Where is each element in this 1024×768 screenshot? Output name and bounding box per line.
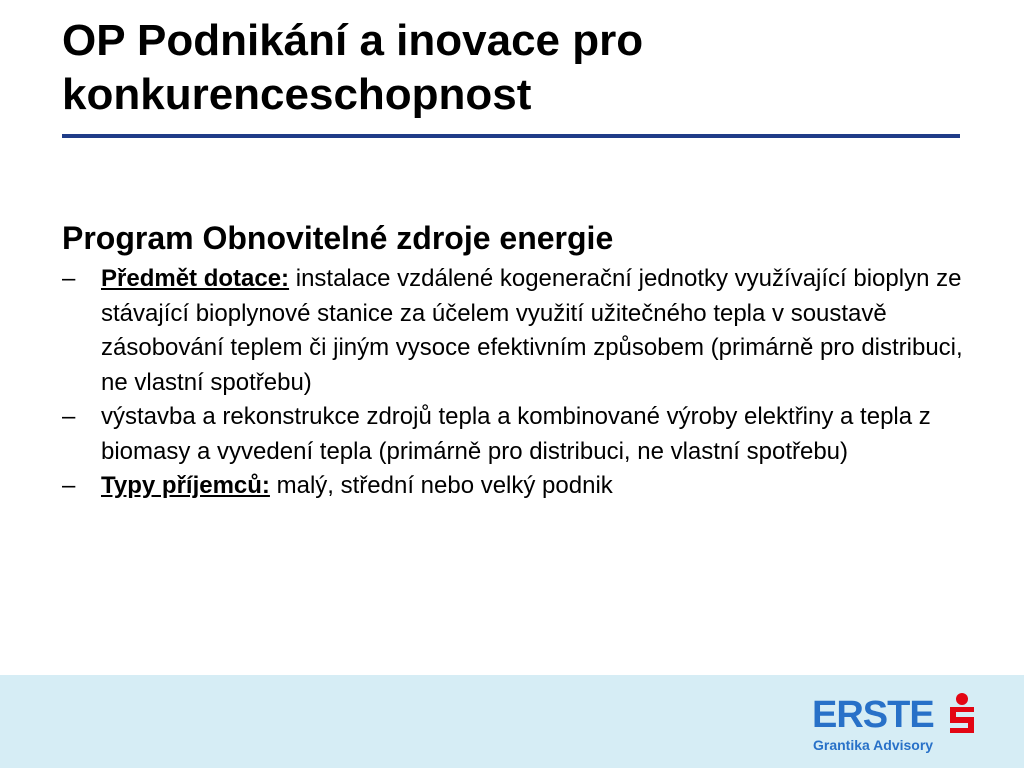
title-underline <box>62 134 960 138</box>
bullet-dash: – <box>62 472 76 499</box>
bullet-dash: – <box>62 403 76 430</box>
logo-wordmark: ERSTE <box>812 694 934 736</box>
bullet-item <box>62 262 982 400</box>
bullet-text: instalace vzdálené kogenerační jednotky využívající bioplyn ze stávající bioplynové stanice za účelem využití užitečného tepla v soustavě zásobování teplem či jiným vysoce efektivním způsobem (primárně pro distribuci, ne vlastní spotřebu) <box>101 265 963 396</box>
erste-s-icon <box>946 693 978 737</box>
bullet-dash: – <box>62 265 76 292</box>
bullet-text: výstavba a rekonstrukce zdrojů tepla a kombinované výroby elektřiny a tepla z biomasy a vyvedení tepla (primárně pro distribuci, ne vlastní spotřebu) <box>101 403 931 465</box>
logo-subtitle: Grantika Advisory <box>813 737 934 753</box>
slide-title: OP Podnikání a inovace pro konkurenceschopnost <box>62 16 644 119</box>
section-heading: Program Obnovitelné zdroje energie <box>62 220 614 256</box>
erste-logo <box>812 693 977 755</box>
bullet-item <box>62 469 982 504</box>
bullet-item <box>62 400 982 469</box>
bullet-text: malý, střední nebo velký podnik <box>269 472 613 499</box>
bullet-label: Typy příjemců: <box>101 472 270 499</box>
bullet-label: Předmět dotace: <box>101 265 290 292</box>
bullet-list <box>62 262 982 504</box>
